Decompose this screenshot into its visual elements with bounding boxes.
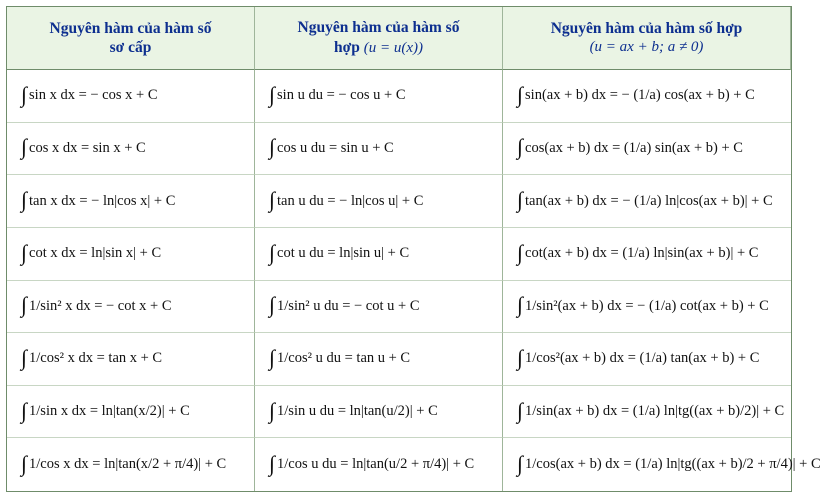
integral-sign-icon: ∫ [269,450,276,476]
integral-sign-icon: ∫ [21,134,28,160]
integral-sign-icon: ∫ [517,239,524,265]
formula-text: cos x dx = sin x + C [29,139,146,156]
formula-cell-composite [255,281,503,334]
integral-sign-icon: ∫ [269,134,276,160]
formula-text: 1/cos(ax + b) dx = (1/a) ln|tg((ax + b)/2 + π/4)| + C [525,456,821,473]
formula-cell-basic [7,70,255,123]
formula-cell-linear [503,70,791,123]
integral-sign-icon: ∫ [21,450,28,476]
integral-sign-icon: ∫ [517,187,524,213]
header-composite-line1: Nguyên hàm của hàm số [297,19,460,37]
integral-sign-icon: ∫ [269,187,276,213]
formula-cell-basic [7,175,255,228]
integral-sign-icon: ∫ [21,344,28,370]
formula-text: 1/cos²(ax + b) dx = (1/a) tan(ax + b) + C [525,350,760,367]
formula-text: 1/sin² u du = − cot u + C [277,297,420,314]
formula-text: sin(ax + b) dx = − (1/a) cos(ax + b) + C [525,87,755,104]
formula-text: 1/sin²(ax + b) dx = − (1/a) cot(ax + b) + C [525,297,769,314]
formula-text: 1/cos² x dx = tan x + C [29,350,163,367]
formula-text: 1/cos u du = ln|tan(u/2 + π/4)| + C [277,456,475,473]
formula-cell-composite [255,228,503,281]
integral-sign-icon: ∫ [269,397,276,423]
formula-text: cos u du = sin u + C [277,139,394,156]
integral-sign-icon: ∫ [269,239,276,265]
formula-cell-basic [7,333,255,386]
formula-cell-composite [255,386,503,439]
formula-cell-linear [503,175,791,228]
formula-text: 1/sin² x dx = − cot x + C [29,297,172,314]
formula-text: tan u du = − ln|cos u| + C [277,192,424,209]
formula-cell-basic [7,123,255,176]
integral-sign-icon: ∫ [517,397,524,423]
formula-text: cot x dx = ln|sin x| + C [29,245,162,262]
formula-text: sin x dx = − cos x + C [29,87,158,104]
formula-cell-linear [503,438,821,491]
formula-text: cos(ax + b) dx = (1/a) sin(ax + b) + C [525,139,743,156]
header-basic-line1: Nguyên hàm của hàm số [49,19,212,37]
formula-text: 1/sin x dx = ln|tan(x/2)| + C [29,403,190,420]
formula-cell-composite [255,175,503,228]
header-linear-line1: Nguyên hàm của hàm số hợp [550,19,743,37]
formula-cell-basic [7,386,255,439]
formula-text: 1/cos² u du = tan u + C [277,350,411,367]
header-basic-line2: sơ cấp [109,39,152,56]
formula-text: tan(ax + b) dx = − (1/a) ln|cos(ax + b)| + C [525,192,773,209]
formula-text: 1/sin u du = ln|tan(u/2)| + C [277,403,438,420]
formula-cell-linear [503,333,791,386]
formula-text: cot(ax + b) dx = (1/a) ln|sin(ax + b)| + C [525,245,759,262]
integral-sign-icon: ∫ [269,292,276,318]
formula-text: cot u du = ln|sin u| + C [277,245,410,262]
integral-sign-icon: ∫ [21,239,28,265]
header-composite-condition: (u = u(x)) [363,39,423,56]
integral-sign-icon: ∫ [517,292,524,318]
header-linear-condition: (u = ax + b; a ≠ 0) [589,39,704,56]
header-basic-functions [7,7,255,70]
formula-text: 1/cos x dx = ln|tan(x/2 + π/4)| + C [29,456,227,473]
formula-cell-composite [255,333,503,386]
formula-text: tan x dx = − ln|cos x| + C [29,192,176,209]
integral-sign-icon: ∫ [269,344,276,370]
formula-cell-composite [255,123,503,176]
header-linear-composite [503,7,791,70]
header-composite-line2-wrap [334,38,423,58]
integral-sign-icon: ∫ [21,397,28,423]
header-composite-functions [255,7,503,70]
formula-cell-linear [503,386,791,439]
header-composite-line2: hợp [334,38,360,56]
integral-sign-icon: ∫ [269,81,276,107]
antiderivative-table [6,6,821,492]
integral-sign-icon: ∫ [517,81,524,107]
integral-sign-icon: ∫ [21,292,28,318]
integral-sign-icon: ∫ [21,81,28,107]
integral-sign-icon: ∫ [517,344,524,370]
formula-cell-basic [7,228,255,281]
formula-cell-basic [7,438,255,491]
integral-sign-icon: ∫ [517,450,524,476]
formula-text: sin u du = − cos u + C [277,87,406,104]
integral-sign-icon: ∫ [21,187,28,213]
formula-cell-linear [503,123,791,176]
formula-cell-linear [503,228,791,281]
formula-cell-composite [255,438,503,491]
formula-cell-composite [255,70,503,123]
formula-cell-basic [7,281,255,334]
formula-cell-linear [503,281,791,334]
formula-text: 1/sin(ax + b) dx = (1/a) ln|tg((ax + b)/2)| + C [525,403,785,420]
integral-sign-icon: ∫ [517,134,524,160]
